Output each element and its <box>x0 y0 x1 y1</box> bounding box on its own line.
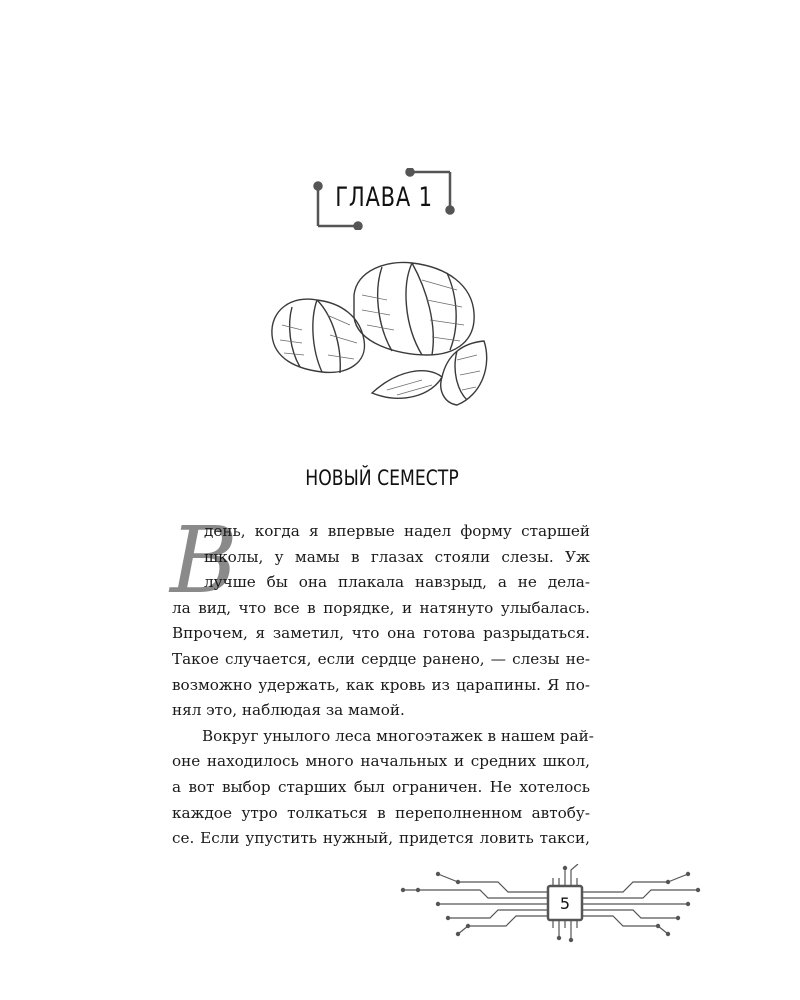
text-line: Впрочем, я заметил, что она готова разрыдаться. <box>172 624 590 643</box>
mandarin-segments-icon <box>262 255 502 415</box>
page-number: 5 <box>559 894 571 913</box>
text-line: возможно удержать, как кровь из царапины. Я по- <box>172 675 590 694</box>
text-line: а вот выбор старших был ограничен. Не хотелось <box>172 777 590 796</box>
drop-cap: В <box>170 507 238 614</box>
text-line: се. Если упустить нужный, придется ловить такси, <box>172 829 590 848</box>
chapter-heading <box>312 168 456 230</box>
text-line: школы, у мамы в глазах стояли слезы. Уж <box>204 547 590 566</box>
section-title: НОВЫЙ СЕМЕСТР <box>305 466 459 490</box>
text-line: ла вид, что все в порядке, и натянуто улыбалась. <box>172 598 590 617</box>
text-line: Такое случается, если сердце ранено, — слезы не- <box>172 649 590 668</box>
text-line: Вокруг унылого леса многоэтажек в нашем рай- <box>202 726 594 745</box>
body-text <box>172 519 594 852</box>
text-line: оне находилось много начальных и средних школ, <box>172 752 590 771</box>
text-line: день, когда я впервые надел форму старшей <box>204 522 590 540</box>
chapter-title: ГЛАВА 1 <box>335 182 433 213</box>
text-line: лучше бы она плакала навзрыд, а не дела- <box>204 573 590 592</box>
text-line: каждое утро толкаться в переполненном автобу- <box>172 803 590 822</box>
text-line: нял это, наблюдая за мамой. <box>172 701 405 720</box>
